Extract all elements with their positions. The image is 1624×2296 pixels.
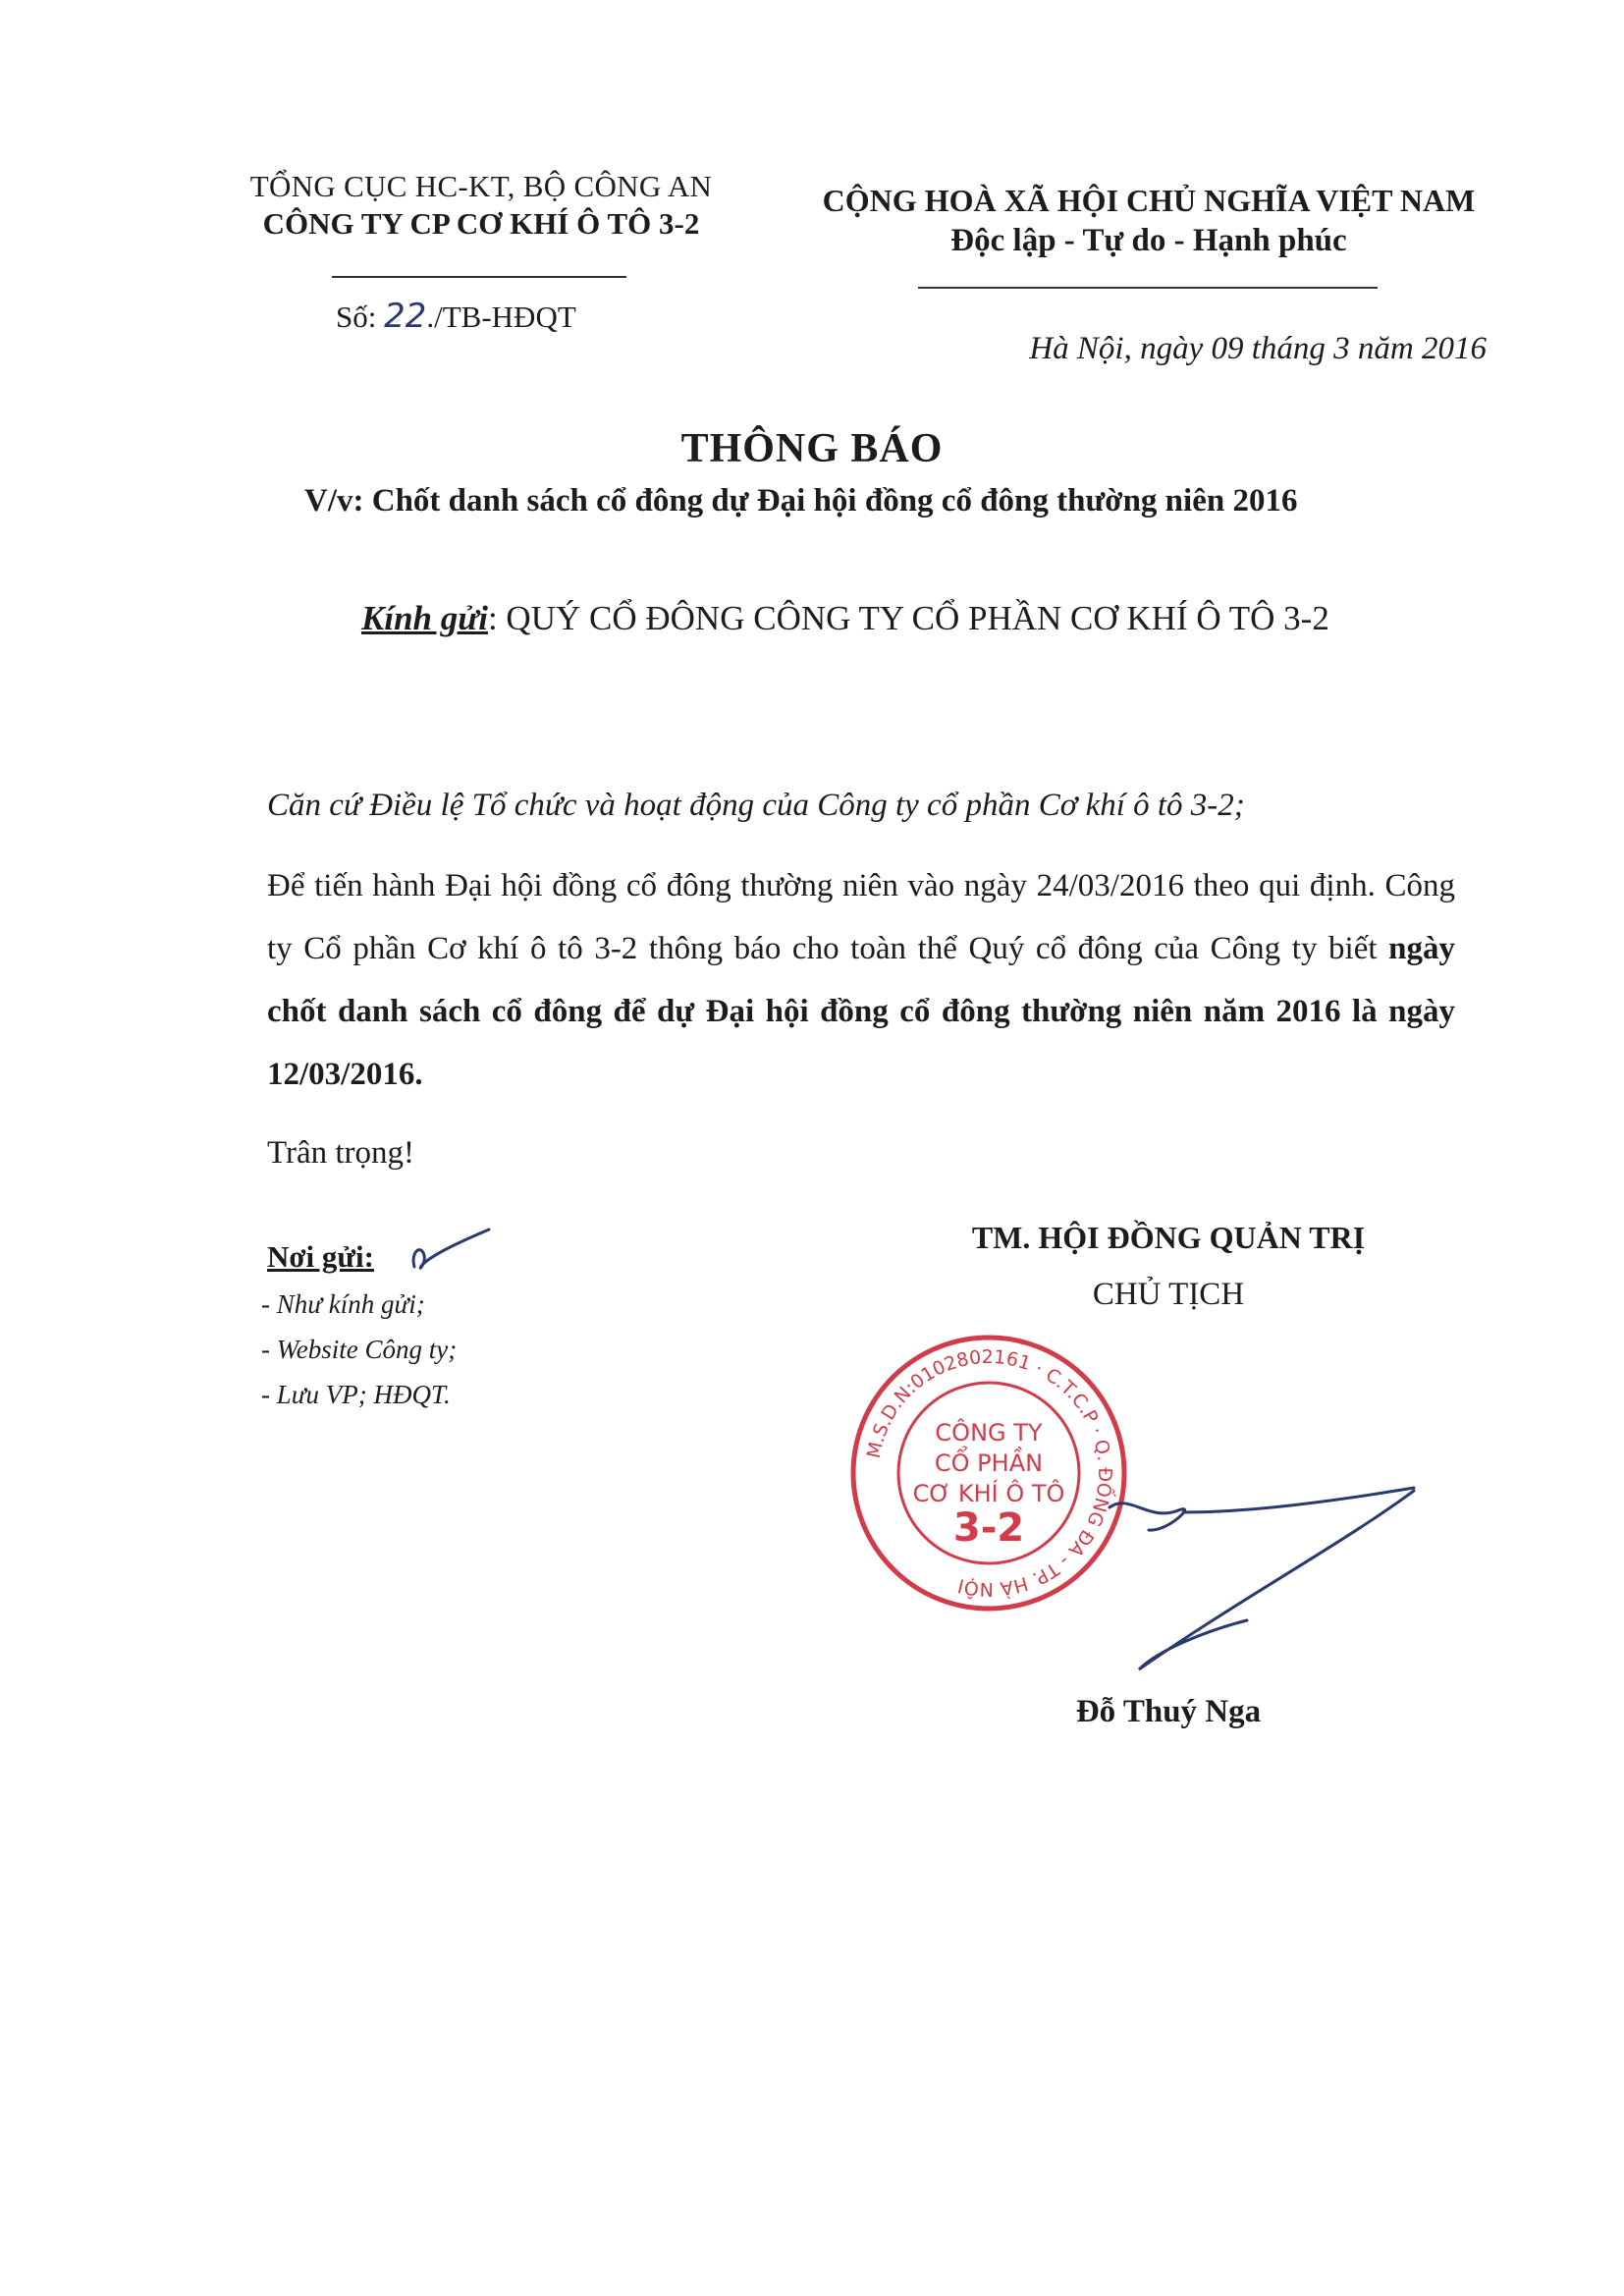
document-title: THÔNG BÁO	[680, 426, 944, 471]
issuer-company: CÔNG TY CP CƠ KHÍ Ô TÔ 3-2	[262, 206, 700, 241]
recipient-line	[361, 599, 1329, 638]
signature-role: CHỦ TỊCH	[1092, 1277, 1245, 1312]
signatory-name: Đỗ Thuý Nga	[1075, 1694, 1262, 1729]
issuer-underline	[332, 276, 626, 278]
place-date: Hà Nội, ngày 09 tháng 3 năm 2016	[1029, 331, 1487, 366]
issuer-agency: TỔNG CỤC HC-KT, BỘ CÔNG AN	[249, 169, 713, 203]
issuer-block	[211, 169, 751, 242]
document-number	[336, 297, 576, 336]
seal-ring-text: M.S.D.N:0102802161 · C.T.C.P · Q. ĐỐNG ĐA - TP. HÀ NỘI	[862, 1345, 1116, 1601]
distribution-item: - Website Công ty;	[261, 1335, 458, 1364]
motto-underline	[918, 287, 1378, 289]
announcement-text: Để tiến hành Đại hội đồng cổ đông thường niên vào ngày 24/03/2016 theo qui định. Công ty Cổ phần Cơ khí ô tô 3-2 thông báo cho toàn thể Quý cổ đông của Công ty biết	[267, 868, 1455, 966]
seal-line-2: CỔ PHẦN	[934, 1449, 1044, 1477]
recipient-label: Kính gửi	[361, 599, 488, 637]
document-number-suffix: ./TB-HĐQT	[426, 300, 576, 334]
company-seal	[846, 1331, 1131, 1615]
closing-greeting: Trân trọng!	[267, 1135, 415, 1171]
initial-mark	[403, 1226, 496, 1280]
document-number-value: 22	[384, 297, 427, 336]
distribution-label: Nơi gửi:	[267, 1239, 374, 1274]
announcement-record-date: ngày chốt danh sách cổ đông để dự Đại hội đồng cổ đông thường niên năm 2016 là ngày 12/03/2016.	[267, 931, 1455, 1092]
seal-line-1: CÔNG TY	[935, 1419, 1043, 1447]
signature-on-behalf: TM. HỘI ĐỒNG QUẢN TRỊ	[971, 1220, 1366, 1255]
seal-line-4: 3-2	[952, 1505, 1025, 1551]
national-motto: Độc lập - Tự do - Hạnh phúc	[950, 223, 1347, 258]
handwritten-signature	[1090, 1483, 1424, 1679]
document-number-prefix: Số:	[336, 300, 377, 334]
national-header	[805, 183, 1492, 259]
recipient-text: : QUÝ CỔ ĐÔNG CÔNG TY CỔ PHẦN CƠ KHÍ Ô TÔ 3-2	[487, 599, 1329, 637]
distribution-item: - Như kính gửi;	[261, 1289, 425, 1319]
document-subject: V/v: Chốt danh sách cổ đông dự Đại hội đồng cổ đông thường niên 2016	[304, 483, 1298, 519]
announcement-paragraph	[267, 854, 1455, 1106]
distribution-list	[261, 1282, 457, 1417]
seal-line-3: CƠ KHÍ Ô TÔ	[912, 1480, 1065, 1507]
legal-basis: Căn cứ Điều lệ Tổ chức và hoạt động của Công ty cổ phần Cơ khí ô tô 3-2;	[267, 788, 1245, 823]
nation-name: CỘNG HOÀ XÃ HỘI CHỦ NGHĨA VIỆT NAM	[822, 183, 1476, 218]
distribution-item: - Lưu VP; HĐQT.	[261, 1380, 451, 1409]
